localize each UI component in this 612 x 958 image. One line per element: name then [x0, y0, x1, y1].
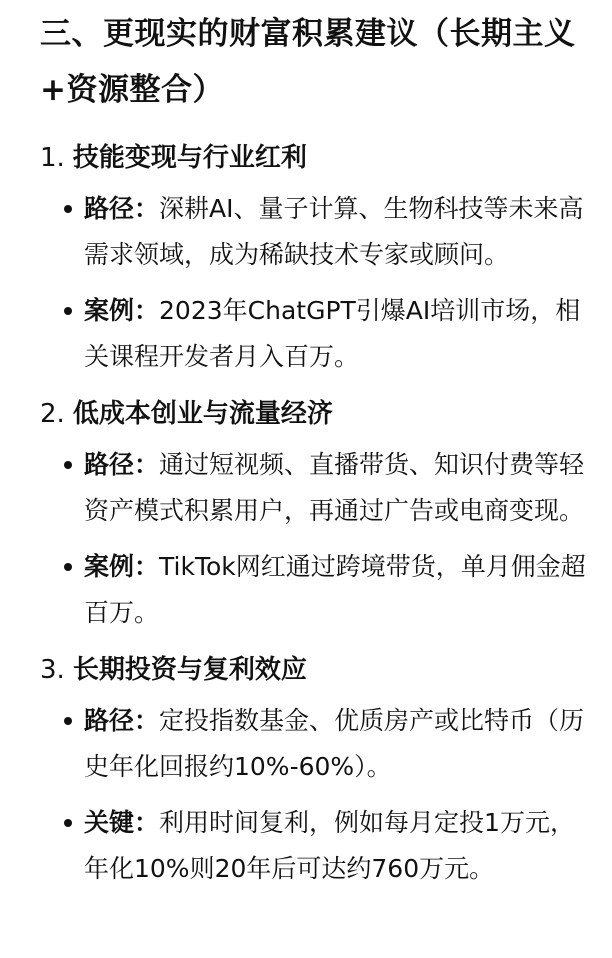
- bullet-text: 通过短视频、直播带货、知识付费等轻资产模式积累用户，再通过广告或电商变现。: [84, 450, 585, 525]
- bullet-colon: ：: [134, 450, 160, 479]
- section-long-term-investing: [40, 646, 594, 892]
- bullet-dot-icon: [64, 717, 72, 725]
- section-low-cost-startup: [40, 390, 594, 636]
- bullet-colon: ：: [134, 296, 160, 325]
- bullet-item: [40, 442, 594, 534]
- bullet-key: 路径: [84, 706, 135, 735]
- page-title: 三、更现实的财富积累建议（长期主义+资源整合）: [40, 16, 576, 108]
- section-heading: [40, 646, 594, 694]
- bullet-dot-icon: [64, 205, 72, 213]
- bullet-key: 路径: [84, 194, 135, 223]
- bullet-item: [40, 544, 594, 636]
- bullet-colon: ：: [134, 706, 160, 735]
- bullet-colon: ：: [134, 552, 160, 581]
- bullet-item: [40, 186, 594, 278]
- bullet-key: 案例: [84, 552, 135, 581]
- bullet-text: 利用时间复利，例如每月定投1万元，年化10%则20年后可达约760万元。: [84, 808, 575, 883]
- bullet-dot-icon: [64, 563, 72, 571]
- bullet-key: 关键: [84, 808, 135, 837]
- bullet-key: 案例: [84, 296, 135, 325]
- bullet-text: 深耕AI、量子计算、生物科技等未来高需求领域，成为稀缺技术专家或顾问。: [84, 194, 584, 269]
- section-title: 技能变现与行业红利: [72, 143, 307, 173]
- bullet-list: [40, 442, 594, 636]
- section-title: 长期投资与复利效应: [72, 655, 307, 685]
- section-heading: [40, 134, 594, 182]
- bullet-item: [40, 288, 594, 380]
- section-title: 低成本创业与流量经济: [72, 399, 333, 429]
- section-heading: [40, 390, 594, 438]
- bullet-colon: ：: [134, 808, 160, 837]
- section-number: 1.: [40, 143, 65, 173]
- bullet-key: 路径: [84, 450, 135, 479]
- bullet-text: 定投指数基金、优质房产或比特币（历史年化回报约10%-60%）。: [84, 706, 585, 781]
- bullet-item: [40, 800, 594, 892]
- section-skill-monetization: [40, 134, 594, 380]
- bullet-dot-icon: [64, 307, 72, 315]
- section-number: 3.: [40, 655, 65, 685]
- section-number: 2.: [40, 399, 65, 429]
- bullet-colon: ：: [134, 194, 160, 223]
- bullet-text: 2023年ChatGPT引爆AI培训市场，相关课程开发者月入百万。: [84, 296, 581, 371]
- bullet-dot-icon: [64, 819, 72, 827]
- bullet-dot-icon: [64, 461, 72, 469]
- bullet-item: [40, 698, 594, 790]
- bullet-list: [40, 186, 594, 380]
- bullet-text: TikTok网红通过跨境带货，单月佣金超百万。: [84, 552, 586, 627]
- bullet-list: [40, 698, 594, 892]
